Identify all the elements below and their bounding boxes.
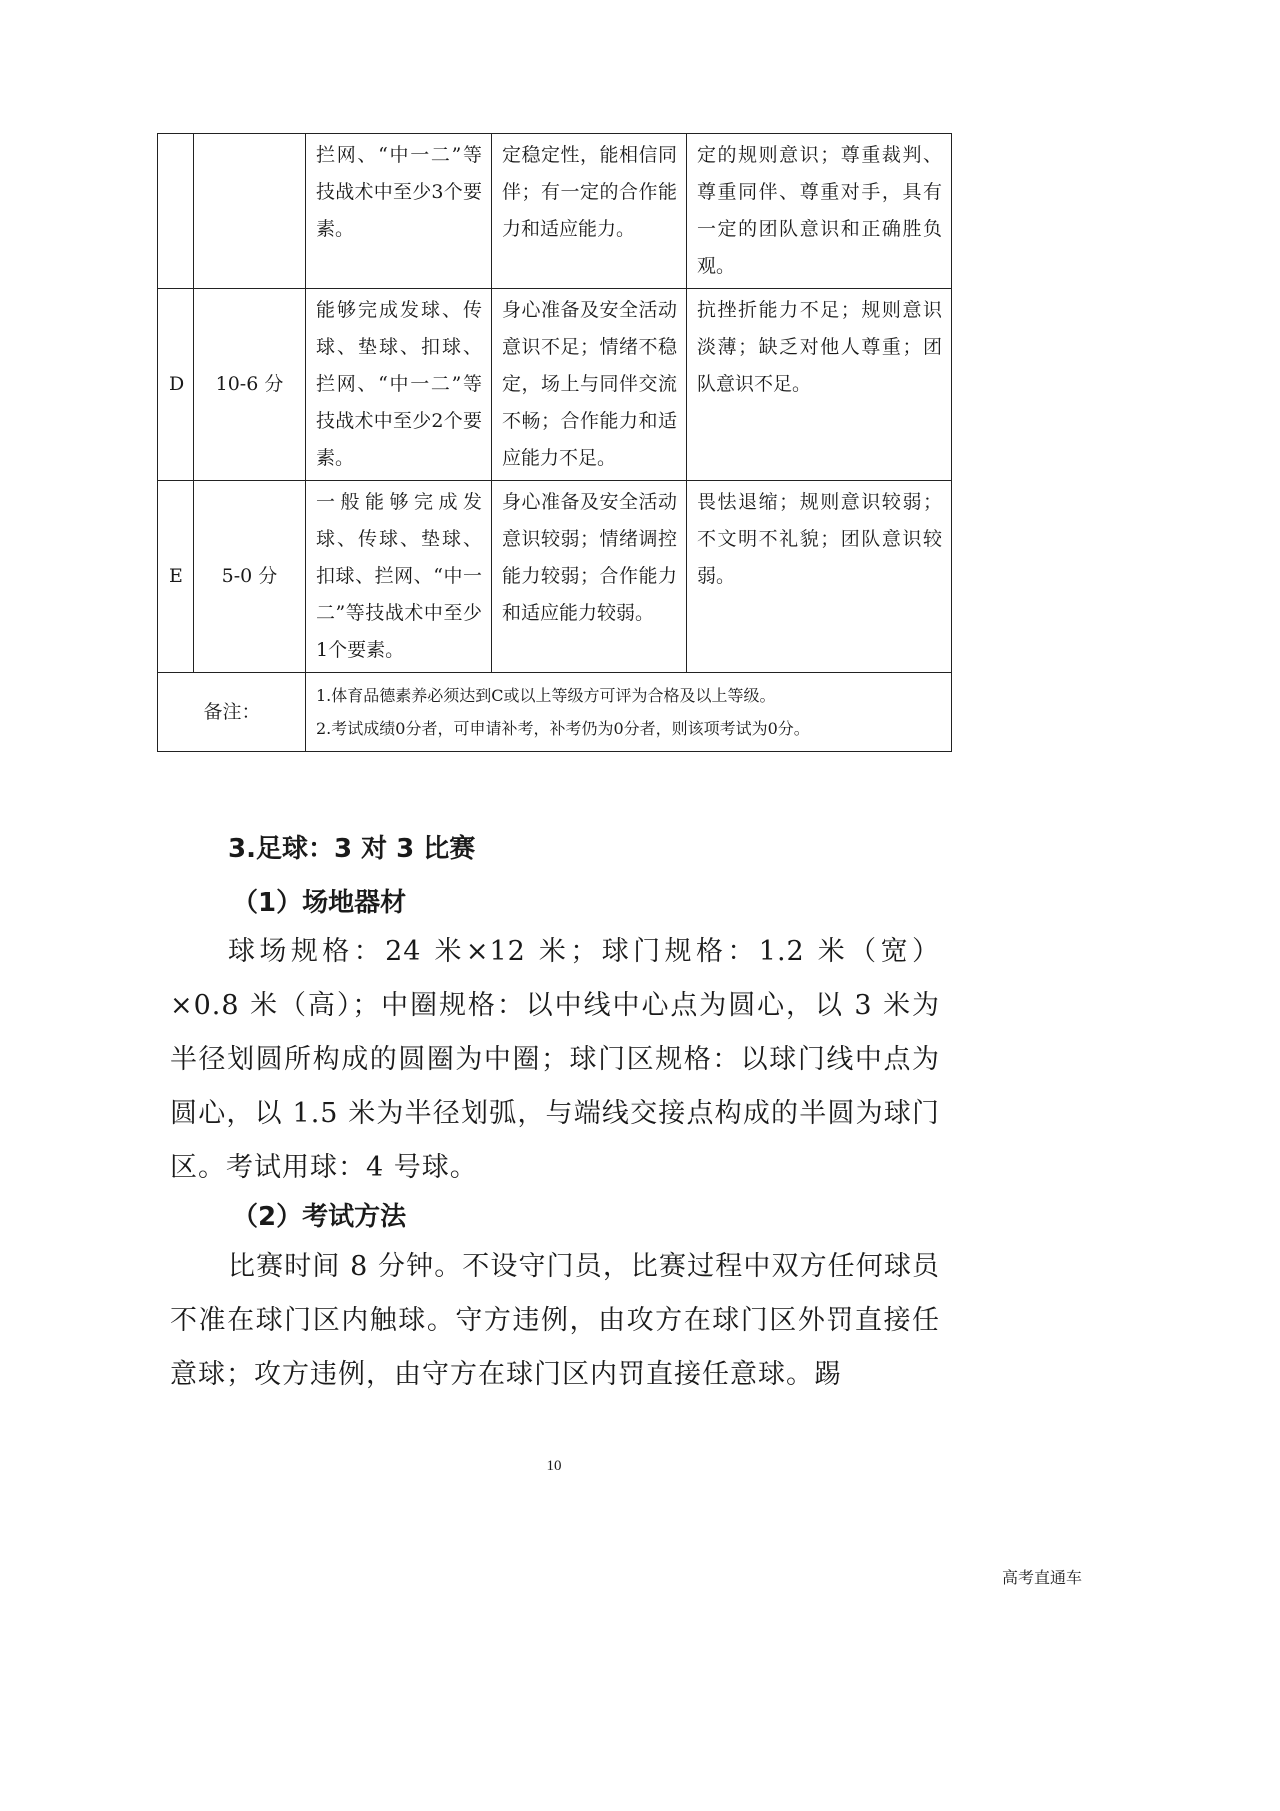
mental-cell: 定稳定性，能相信同伴；有一定的合作能力和适应能力。 <box>492 134 687 289</box>
score-cell: 5-0 分 <box>194 481 306 673</box>
note-line-2: 2.考试成绩0分者，可申请补考，补考仍为0分者，则该项考试为0分。 <box>316 719 810 738</box>
mental-cell: 身心准备及安全活动意识不足；情绪不稳定，场上与同伴交流不畅；合作能力和适应能力不足。 <box>492 289 687 481</box>
skill-cell: 拦网、“中一二”等技战术中至少3个要素。 <box>306 134 492 289</box>
table-row <box>158 289 952 481</box>
method-paragraph: 比赛时间 8 分钟。不设守门员，比赛过程中双方任何球员不准在球门区内触球。守方违例，由攻方在球门区外罚直接任意球；攻方违例，由守方在球门区内罚直接任意球。踢 <box>170 1251 940 1390</box>
level-cell <box>158 134 194 289</box>
level-cell: E <box>158 481 194 673</box>
ethics-cell: 抗挫折能力不足；规则意识淡薄；缺乏对他人尊重；团队意识不足。 <box>687 289 952 481</box>
note-cell <box>306 673 952 752</box>
note-label: 备注： <box>158 673 306 752</box>
page-number: 10 <box>546 1458 562 1474</box>
grading-table <box>157 133 952 752</box>
score-cell: 10-6 分 <box>194 289 306 481</box>
skill-cell: 一般能够完成发球、传球、垫球、扣球、拦网、“中一二”等技战术中至少1个要素。 <box>306 481 492 673</box>
watermark: 高考直通车 <box>1001 1568 1082 1587</box>
ethics-cell: 畏怯退缩；规则意识较弱；不文明不礼貌；团队意识较弱。 <box>687 481 952 673</box>
venue-paragraph: 球场规格：24 米×12 米；球门规格：1.2 米（宽）×0.8 米（高）；中圈规格：以中线中心点为圆心，以 3 米为半径划圆所构成的圆圈为中圈；球门区规格：以球门线中点为圆心，以 1.5 米为半径划弧，与端线交接点构成的半圆为球门区。考试用球：4 号球。 <box>170 936 940 1183</box>
level-cell: D <box>158 289 194 481</box>
table-row <box>158 134 952 289</box>
table-row <box>158 481 952 673</box>
subsection-title-venue: （1）场地器材 <box>232 888 407 918</box>
table-row <box>158 673 952 752</box>
mental-cell: 身心准备及安全活动意识较弱；情绪调控能力较弱；合作能力和适应能力较弱。 <box>492 481 687 673</box>
note-line-1: 1.体育品德素养必须达到C或以上等级方可评为合格及以上等级。 <box>316 686 776 705</box>
subsection-title-method: （2）考试方法 <box>232 1202 407 1232</box>
ethics-cell: 定的规则意识；尊重裁判、尊重同伴、尊重对手，具有一定的团队意识和正确胜负观。 <box>687 134 952 289</box>
score-cell <box>194 134 306 289</box>
section-title: 3.足球：3 对 3 比赛 <box>228 834 476 864</box>
skill-cell: 能够完成发球、传球、垫球、扣球、拦网、“中一二”等技战术中至少2个要素。 <box>306 289 492 481</box>
